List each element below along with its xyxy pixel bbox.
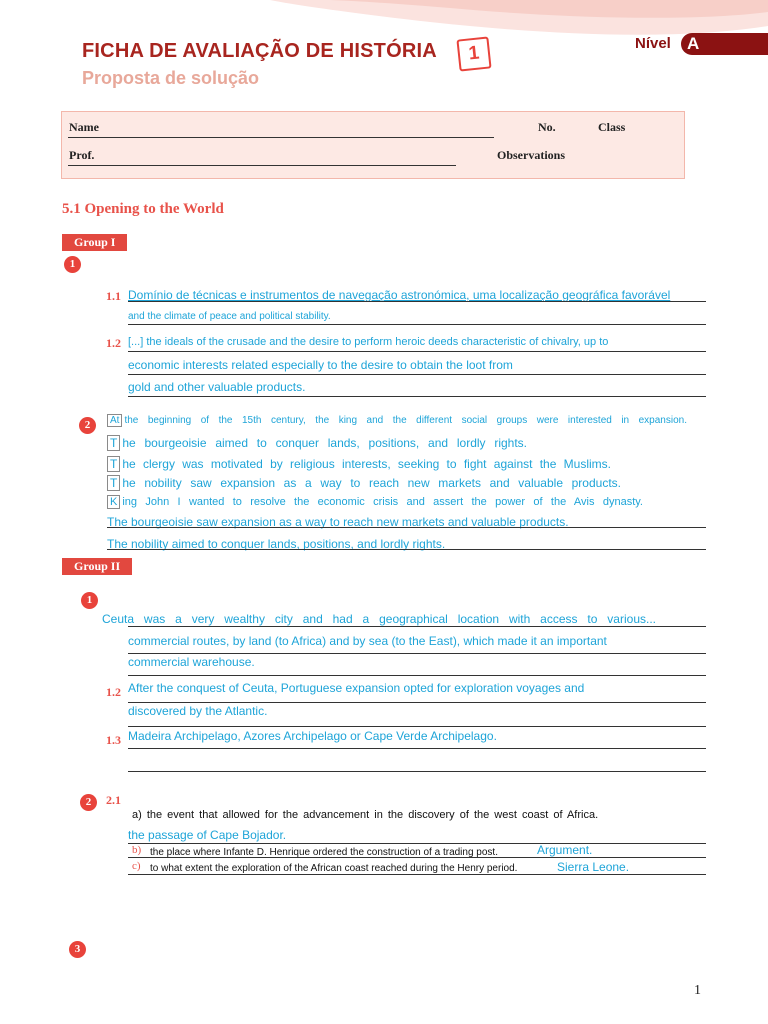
answer-line	[128, 726, 706, 727]
number-label: No.	[538, 120, 556, 134]
statement-text: the beginning of the 15th century, the king and the different social groups were interested in expansion.	[124, 415, 687, 426]
observations-label: Observations	[497, 148, 566, 162]
answer-g2-1-line-3: commercial warehouse.	[128, 655, 255, 669]
answer-1-2-line-3: gold and other valuable products.	[128, 380, 306, 394]
answer-line	[107, 549, 706, 550]
statement-row	[107, 495, 643, 509]
class-label: Class	[598, 120, 626, 134]
answer-g2-1-2-line-1: After the conquest of Ceuta, Portuguese expansion opted for exploration voyages and	[128, 681, 585, 695]
answer-1-2-line-2: economic interests related especially to the desire to obtain the loot from	[128, 358, 513, 372]
answer-line	[128, 675, 706, 676]
statement-box[interactable]: K	[107, 495, 120, 509]
question-2-1-c: to what extent the exploration of the African coast reached during the Henry period.	[150, 863, 518, 874]
answer-g2-1-2-line-2: discovered by the Atlantic.	[128, 704, 268, 718]
answer-line	[128, 626, 706, 627]
answer-1-1-line-2: and the climate of peace and political stability.	[128, 311, 331, 322]
level-label: Nível	[635, 35, 671, 52]
group-2-label: Group II	[62, 558, 132, 575]
answer-line	[107, 527, 706, 528]
statement-row	[107, 414, 687, 427]
answer-line	[128, 843, 706, 844]
question-g2-1-3-number: 1.3	[106, 733, 121, 747]
answer-line	[128, 857, 706, 858]
question-2-marker: 2	[79, 417, 96, 434]
answer-2-1-c: Sierra Leone.	[557, 860, 630, 874]
answer-2-line-2: The nobility aimed to conquer lands, positions, and lordly rights.	[107, 537, 446, 551]
statement-text: he clergy was motivated by religious interests, seeking to fight against the Muslims.	[122, 457, 611, 471]
answer-line	[128, 396, 706, 397]
answer-1-1-line-1: Domínio de técnicas e instrumentos de navegação astronómica, uma localização geográfica favorável	[128, 288, 671, 302]
answer-line	[128, 324, 706, 325]
answer-2-line-1: The bourgeoisie saw expansion as a way to reach new markets and valuable products.	[107, 515, 569, 529]
level-value: A	[687, 34, 700, 53]
question-1-marker: 1	[64, 256, 81, 273]
answer-line	[128, 748, 706, 749]
page-title: FICHA DE AVALIAÇÃO DE HISTÓRIA	[82, 40, 437, 62]
statement-text: he nobility saw expansion as a way to reach new markets and valuable products.	[122, 476, 621, 490]
question-2-marker: 2	[80, 794, 97, 811]
statement-box[interactable]: T	[107, 435, 120, 451]
statement-row	[107, 435, 527, 451]
question-1-1-number: 1.1	[106, 289, 121, 303]
answer-g2-1-3-line-1: Madeira Archipelago, Azores Archipelago or Cape Verde Archipelago.	[128, 729, 497, 743]
question-g2-2-1-number: 2.1	[106, 793, 121, 807]
title-number-badge	[456, 36, 491, 71]
statement-box[interactable]: T	[107, 475, 120, 491]
statement-row	[107, 456, 611, 472]
answer-2-1-b: Argument.	[537, 843, 593, 857]
question-2-1-b-label: b)	[132, 844, 142, 856]
page-number: 1	[694, 983, 701, 998]
question-2-1-a: a) the event that allowed for the advancement in the discovery of the west coast of Africa.	[132, 809, 599, 821]
question-1-marker: 1	[81, 592, 98, 609]
section-title: 5.1 Opening to the World	[62, 201, 224, 217]
prof-label: Prof.	[69, 148, 95, 162]
answer-2-1-a: the passage of Cape Bojador.	[128, 828, 287, 842]
question-2-1-c-label: c)	[132, 860, 141, 872]
statement-text: ing John I wanted to resolve the economic crisis and assert the power of the Avis dynasty.	[122, 496, 643, 508]
question-g2-1-2-number: 1.2	[106, 685, 121, 699]
title-number: 1	[467, 42, 481, 65]
answer-line	[128, 771, 706, 772]
answer-g2-1-line-1: Ceuta was a very wealthy city and had a geographical location with access to various...	[102, 612, 656, 626]
answer-line	[128, 874, 706, 875]
name-label: Name	[69, 120, 99, 134]
answer-g2-1-line-2: commercial routes, by land (to Africa) and by sea (to the East), which made it an important	[128, 634, 607, 648]
answer-line	[128, 374, 706, 375]
student-info-box	[61, 111, 685, 179]
answer-line	[128, 351, 706, 352]
group-1-label: Group I	[62, 234, 127, 251]
page-subtitle: Proposta de solução	[82, 68, 260, 88]
question-1-2-number: 1.2	[106, 336, 121, 350]
statement-box[interactable]: T	[107, 456, 120, 472]
answer-1-2-line-1: [...] the ideals of the crusade and the desire to perform heroic deeds characteristic of chivalry, up to	[128, 336, 609, 348]
statement-row	[107, 475, 621, 491]
prof-field[interactable]	[68, 165, 456, 166]
question-2-1-b: the place where Infante D. Henrique ordered the construction of a trading post.	[150, 847, 498, 858]
answer-line	[128, 702, 706, 703]
name-field[interactable]	[68, 137, 494, 138]
statement-box[interactable]: At	[107, 414, 122, 427]
question-3-marker: 3	[69, 941, 86, 958]
answer-line	[128, 301, 706, 302]
answer-line	[128, 653, 706, 654]
statement-text: he bourgeoisie aimed to conquer lands, positions, and lordly rights.	[122, 436, 527, 450]
